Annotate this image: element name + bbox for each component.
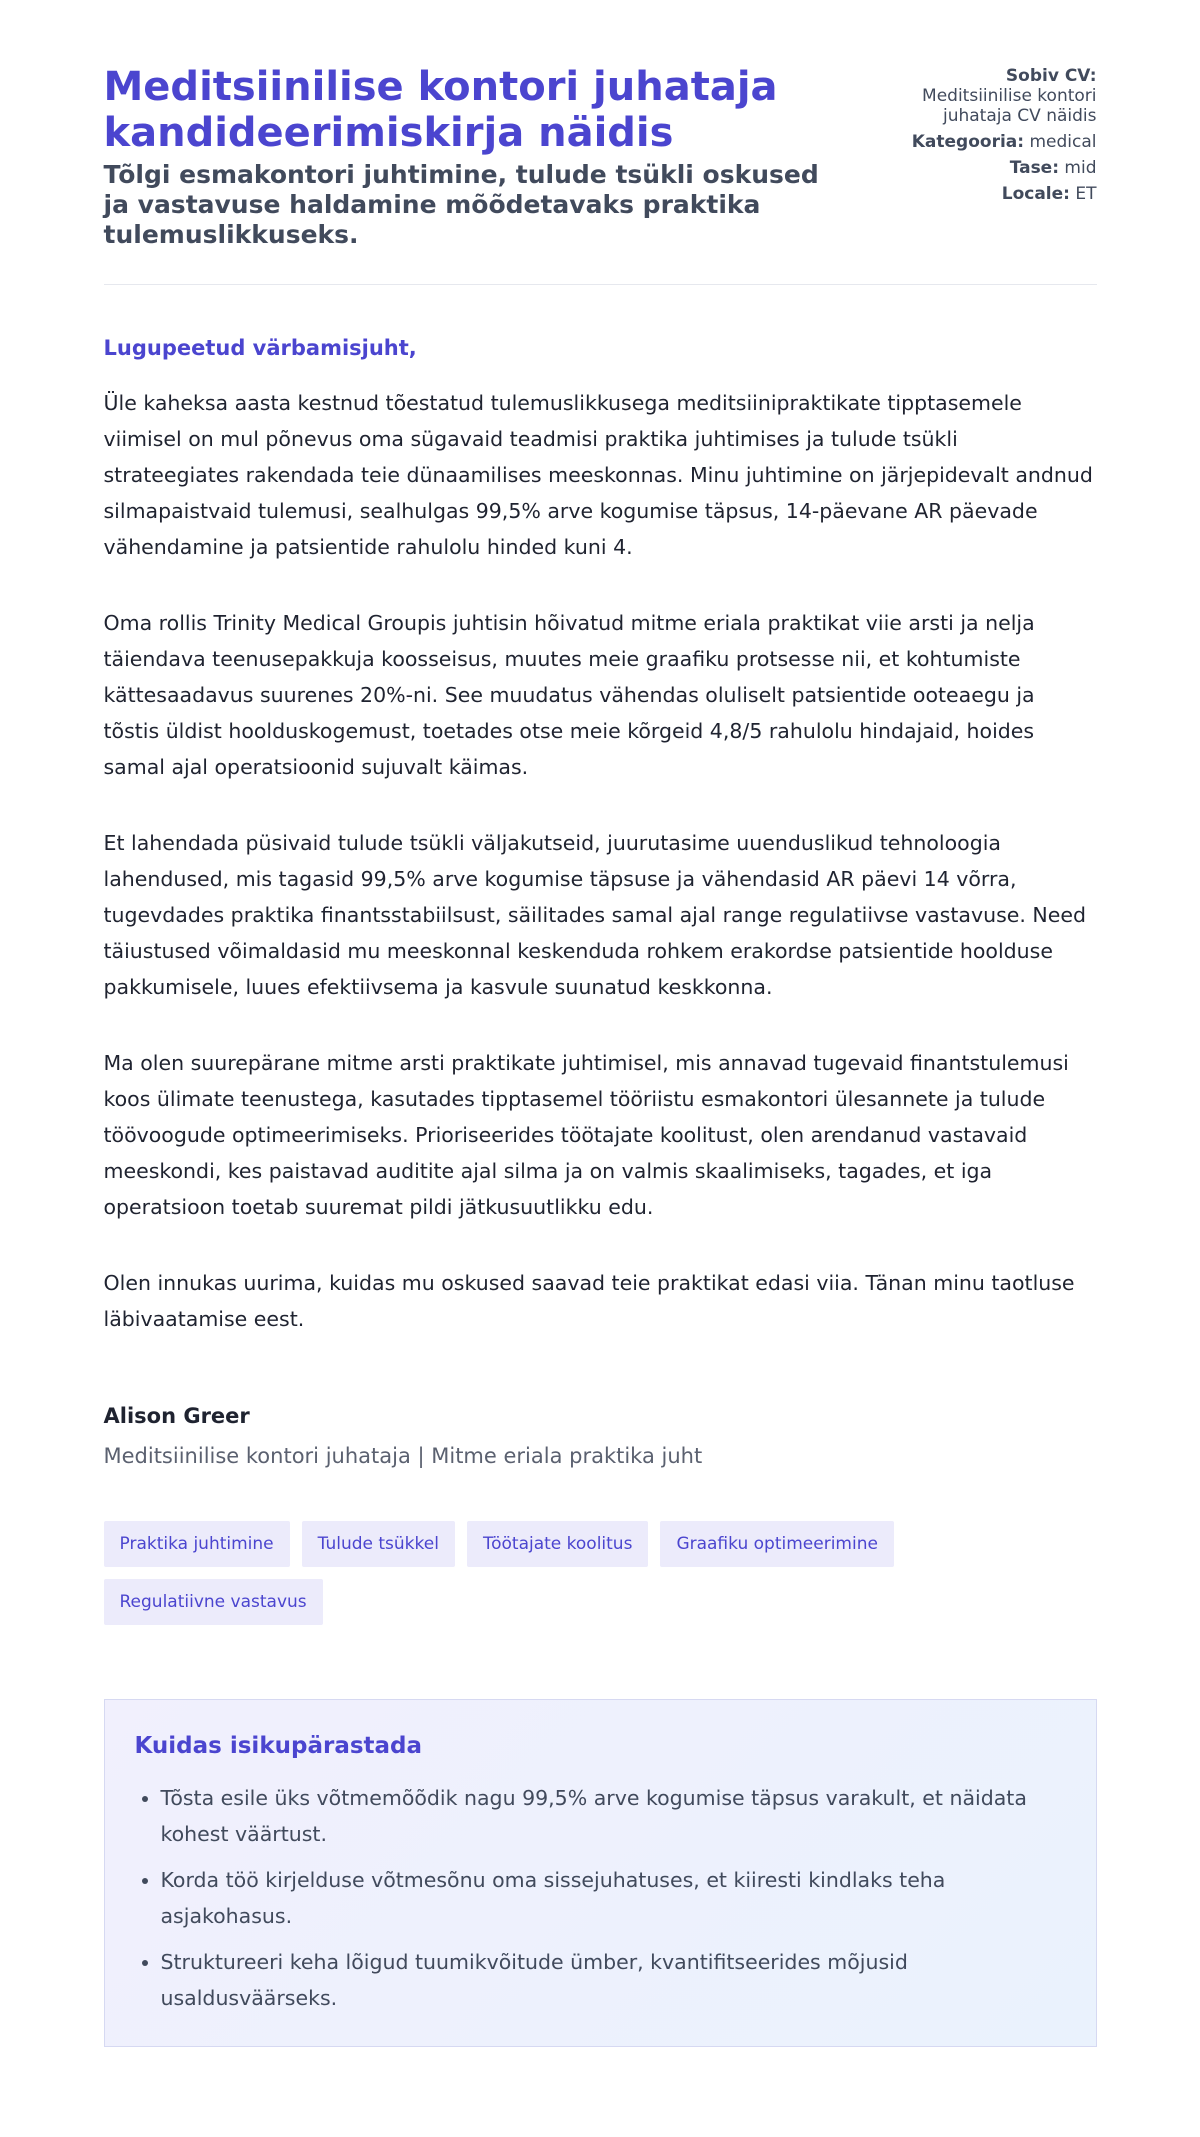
- meta-category-value: medical: [1029, 132, 1097, 152]
- tips-list: [135, 1780, 1066, 2016]
- letter-body: [104, 385, 1097, 1337]
- letter-paragraph: Oma rollis Trinity Medical Groupis juhtisin hõivatud mitme eriala praktikat viie arsti ja nelja täiendava teenusepakkuja koosseisus, muutes meie graafiku protsesse nii, et kohtumiste kättesaadavus suurenes 20%-ni. See muudatus vähendas oluliselt patsientide ooteaegu ja tõstis üldist hoolduskogemust, toetades otse meie kõrgeid 4,8/5 rahulolu hindajaid, hoides samal ajal operatsioonid sujuvalt käimas.: [103, 611, 1035, 779]
- letter-paragraph: Üle kaheksa aasta kestnud tõestatud tulemuslikkusega meditsiinipraktikate tipptasemele viimisel on mul põnevus oma sügavaid teadmisi praktika juhtimises ja tulude tsükli strateegiates rakendada teie dünaamilises meeskonnas. Minu juhtimine on järjepidevalt andnud silmapaistvaid tulemusi, sealhulgas 99,5% arve kogumise täpsus, 14-päevane AR päevade vähendamine ja patsientide rahulolu hinded kuni 4.: [103, 391, 1093, 559]
- tips-item: • Tõsta esile üks võtmemõõdik nagu 99,5% arve kogumise täpsus varakult, et näidata kohest väärtust.: [161, 1780, 1066, 1852]
- tips-title: Kuidas isikupärastada: [134, 1733, 423, 1759]
- meta-category: [857, 132, 1097, 152]
- skill-tag[interactable]: Praktika juhtimine: [104, 1521, 290, 1567]
- meta-level: [857, 158, 1097, 178]
- letter-salutation: Lugupeetud värbamisjuht,: [103, 336, 417, 360]
- page: [104, 0, 1097, 2047]
- meta-cv-value[interactable]: Meditsiinilise kontori juhataja CV näidis: [922, 86, 1097, 126]
- skill-tag[interactable]: Tulude tsükkel: [302, 1521, 455, 1567]
- signature-name: Alison Greer: [103, 1404, 250, 1428]
- letter-paragraph: Et lahendada püsivaid tulude tsükli väljakutseid, juurutasime uuenduslikud tehnoloogia lahendused, mis tagasid 99,5% arve kogumise täpsuse ja vähendasid AR päevi 14 võrra, tugevdades praktika finantsstabiilsust, säilitades samal ajal range regulatiivse vastavuse. Need täiustused võimaldasid mu meeskonnal keskenduda rohkem erakordse patsientide hoolduse pakkumisele, luues efektiivsema ja kasvule suunatud keskkonna.: [103, 831, 1086, 999]
- meta-locale-label: Locale:: [1001, 184, 1070, 204]
- skill-tag[interactable]: Graafiku optimeerimine: [660, 1521, 894, 1567]
- meta-level-label: Tase:: [1009, 158, 1060, 178]
- skill-tags: [104, 1521, 1097, 1625]
- header-left: [104, 64, 844, 250]
- page-subtitle: Tõlgi esmakontori juhtimine, tulude tsükli oskused ja vastavuse haldamine mõõdetavaks praktika tulemuslikkuseks.: [103, 160, 819, 249]
- skill-tag[interactable]: Töötajate koolitus: [467, 1521, 649, 1567]
- skill-tag[interactable]: Regulatiivne vastavus: [104, 1579, 323, 1625]
- personalize-tips-box: [104, 1699, 1097, 2047]
- meta-cv-label: Sobiv CV:: [1005, 66, 1097, 86]
- page-title: Meditsiinilise kontori juhataja kandideerimiskirja näidis: [103, 64, 778, 156]
- signature-role: Meditsiinilise kontori juhataja | Mitme eriala praktika juht: [103, 1444, 703, 1468]
- header: [104, 64, 1097, 285]
- tips-item: • Struktureeri keha lõigud tuumikvõitude ümber, kvantifitseerides mõjusid usaldusväärseks.: [161, 1944, 1066, 2016]
- meta-panel: [857, 64, 1097, 210]
- meta-level-value: mid: [1064, 158, 1097, 178]
- meta-locale-value: ET: [1075, 184, 1097, 204]
- meta-category-label: Kategooria:: [911, 132, 1025, 152]
- letter-paragraph: Olen innukas uurima, kuidas mu oskused saavad teie praktikat edasi viia. Tänan minu taotluse läbivaatamise eest.: [103, 1271, 1075, 1331]
- meta-locale: [857, 184, 1097, 204]
- signature-block: [104, 1403, 1097, 1469]
- meta-cv: [857, 66, 1097, 126]
- tips-item: • Korda töö kirjelduse võtmesõnu oma sissejuhatuses, et kiiresti kindlaks teha asjakohasus.: [161, 1862, 1066, 1934]
- letter-paragraph: Ma olen suurepärane mitme arsti praktikate juhtimisel, mis annavad tugevaid finantstulemusi koos ülimate teenustega, kasutades tipptasemel tööriistu esmakontori ülesannete ja tulude töövoogude optimeerimiseks. Prioriseerides töötajate koolitust, olen arendanud vastavaid meeskondi, kes paistavad auditite ajal silma ja on valmis skaalimiseks, tagades, et iga operatsioon toetab suuremat pildi jätkusuutlikku edu.: [103, 1051, 1069, 1219]
